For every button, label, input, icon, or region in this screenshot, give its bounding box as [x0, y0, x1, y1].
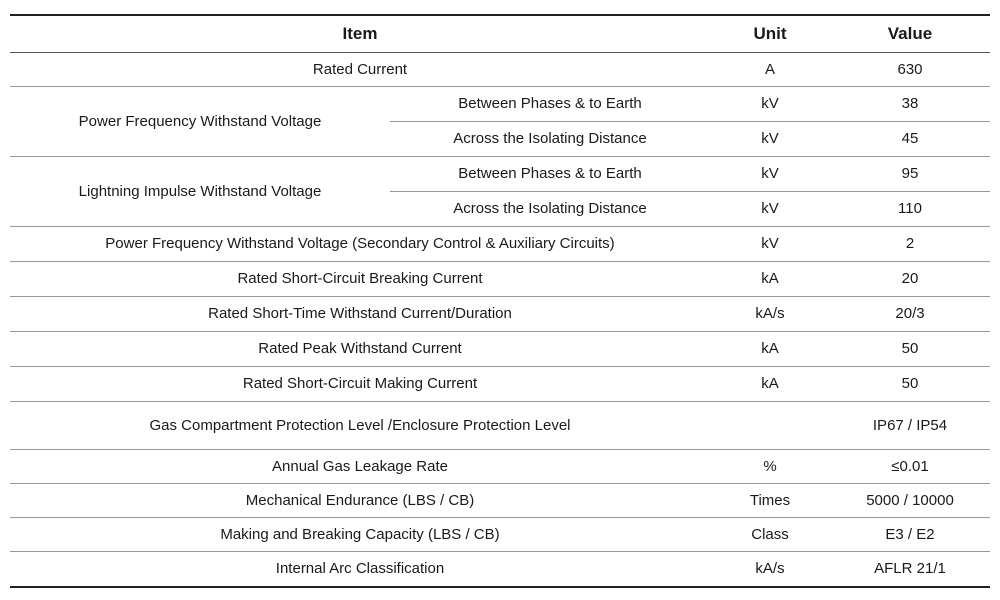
row-value: 45	[830, 122, 990, 157]
row-item: Power Frequency Withstand Voltage (Secondary Control & Auxiliary Circuits)	[10, 227, 710, 262]
row-sub-item: Across the Isolating Distance	[390, 192, 710, 227]
table-row	[10, 402, 990, 450]
row-item: Gas Compartment Protection Level /Enclosure Protection Level	[10, 402, 710, 450]
table-row	[10, 157, 990, 192]
spec-table-container	[10, 14, 990, 588]
row-unit: %	[710, 450, 830, 484]
table-row	[10, 450, 990, 484]
row-value: 110	[830, 192, 990, 227]
technical-spec-table	[10, 14, 990, 588]
row-item: Rated Peak Withstand Current	[10, 332, 710, 367]
row-group-label: Power Frequency Withstand Voltage	[10, 87, 390, 157]
row-value: 50	[830, 367, 990, 402]
row-unit	[710, 402, 830, 450]
row-value: AFLR 21/1	[830, 552, 990, 587]
row-value: 630	[830, 53, 990, 87]
row-value: IP67 / IP54	[830, 402, 990, 450]
row-value: 20/3	[830, 297, 990, 332]
row-unit: kA/s	[710, 552, 830, 587]
row-value: 2	[830, 227, 990, 262]
table-row	[10, 297, 990, 332]
row-unit: Class	[710, 518, 830, 552]
row-item: Rated Short-Time Withstand Current/Duration	[10, 297, 710, 332]
row-item: Mechanical Endurance (LBS / CB)	[10, 484, 710, 518]
table-row	[10, 87, 990, 122]
table-row	[10, 53, 990, 87]
row-item: Rated Short-Circuit Making Current	[10, 367, 710, 402]
row-item: Rated Current	[10, 53, 710, 87]
row-group-label: Lightning Impulse Withstand Voltage	[10, 157, 390, 227]
row-item: Rated Short-Circuit Breaking Current	[10, 262, 710, 297]
row-sub-item: Across the Isolating Distance	[390, 122, 710, 157]
table-row	[10, 227, 990, 262]
row-unit: A	[710, 53, 830, 87]
table-row	[10, 367, 990, 402]
table-row	[10, 518, 990, 552]
row-sub-item: Between Phases & to Earth	[390, 87, 710, 122]
row-unit: kV	[710, 87, 830, 122]
table-row	[10, 332, 990, 367]
row-value: E3 / E2	[830, 518, 990, 552]
row-item: Annual Gas Leakage Rate	[10, 450, 710, 484]
row-unit: kA	[710, 262, 830, 297]
row-unit: kA/s	[710, 297, 830, 332]
table-header-row	[10, 15, 990, 53]
row-value: 95	[830, 157, 990, 192]
row-value: 50	[830, 332, 990, 367]
row-unit: kV	[710, 192, 830, 227]
table-row	[10, 552, 990, 587]
row-item: Making and Breaking Capacity (LBS / CB)	[10, 518, 710, 552]
table-row	[10, 262, 990, 297]
header-value: Value	[830, 15, 990, 53]
row-sub-item: Between Phases & to Earth	[390, 157, 710, 192]
row-item: Internal Arc Classification	[10, 552, 710, 587]
row-value: 5000 / 10000	[830, 484, 990, 518]
table-row	[10, 484, 990, 518]
row-unit: kV	[710, 122, 830, 157]
row-unit: Times	[710, 484, 830, 518]
row-value: 38	[830, 87, 990, 122]
row-unit: kA	[710, 367, 830, 402]
header-item: Item	[10, 15, 710, 53]
row-value: 20	[830, 262, 990, 297]
row-unit: kV	[710, 157, 830, 192]
row-value: ≤0.01	[830, 450, 990, 484]
header-unit: Unit	[710, 15, 830, 53]
row-unit: kA	[710, 332, 830, 367]
row-unit: kV	[710, 227, 830, 262]
